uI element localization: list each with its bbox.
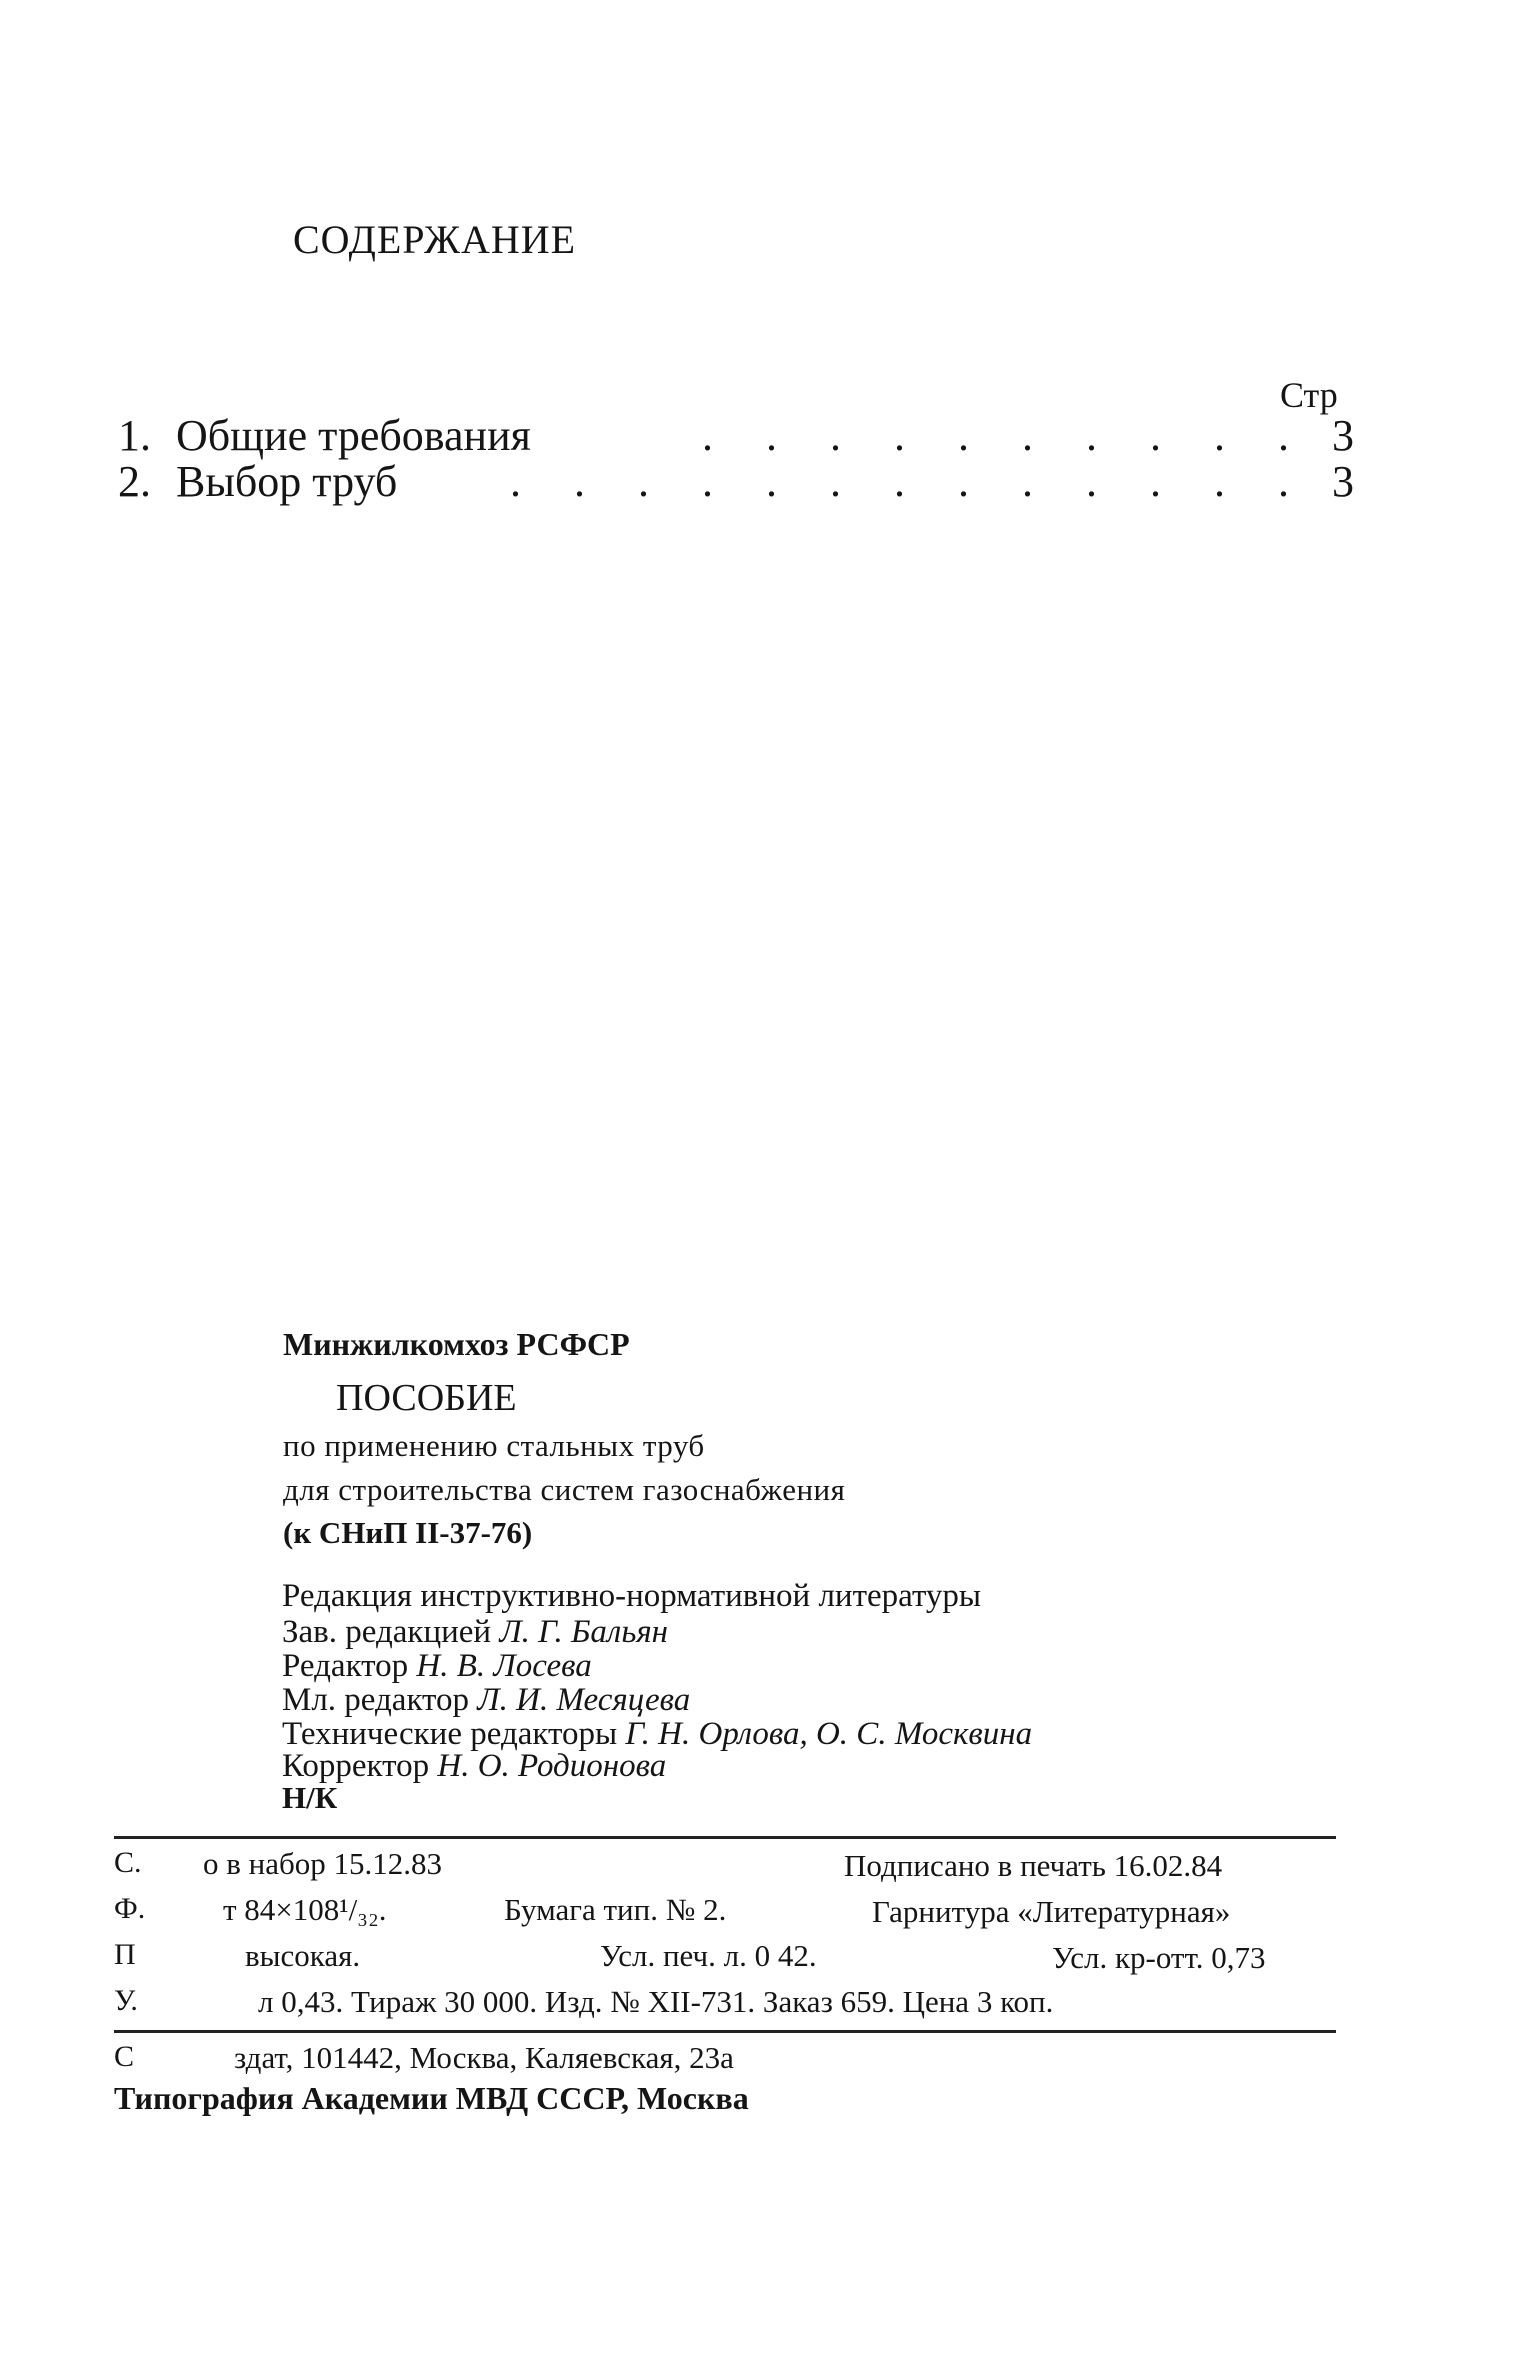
toc-entry-page: 3 bbox=[1332, 457, 1354, 506]
paper-info: Бумага тип. № 2. bbox=[504, 1892, 727, 1927]
publication-reference: (к СНиП II-37-76) bbox=[283, 1515, 533, 1550]
credit-editor bbox=[282, 1648, 592, 1684]
credit-proofreader bbox=[282, 1748, 666, 1784]
contents-title: СОДЕРЖАНИЕ bbox=[293, 217, 577, 262]
credit-label: Технические редакторы bbox=[282, 1716, 618, 1752]
imprint-mark: Н/К bbox=[282, 1780, 338, 1815]
toc-entry-page: 3 bbox=[1332, 411, 1354, 460]
credit-technical-editors bbox=[282, 1716, 1032, 1752]
left-margin-letter: С bbox=[114, 2040, 135, 2073]
credit-junior-editor bbox=[282, 1682, 690, 1718]
typeface-info: Гарнитура «Литературная» bbox=[872, 1894, 1231, 1929]
format-info: т 84×108¹/₃₂. bbox=[223, 1892, 387, 1927]
print-method: высокая. bbox=[245, 1938, 361, 1973]
toc-entry-label: Выбор труб bbox=[176, 457, 398, 506]
bottom-rule bbox=[114, 2030, 1336, 2033]
printing-house: Типография Академии МВД СССР, Москва bbox=[114, 2080, 749, 2116]
signed-to-print-date: Подписано в печать 16.02.84 bbox=[844, 1848, 1223, 1883]
credit-label: Мл. редактор bbox=[282, 1682, 470, 1718]
toc-entry-general-requirements[interactable] bbox=[118, 410, 1354, 461]
publication-subtitle-line2: для строительства систем газоснабжения bbox=[283, 1472, 846, 1507]
toc-entry-label: Общие требования bbox=[176, 411, 531, 460]
left-margin-letter: Ф. bbox=[114, 1892, 146, 1925]
toc-entry-number: 2. bbox=[118, 457, 151, 506]
credit-name: Г. Н. Орлова, О. С. Москвина bbox=[625, 1716, 1033, 1752]
credit-head-editor bbox=[282, 1614, 668, 1650]
publisher-address: здат, 101442, Москва, Каляевская, 23а bbox=[234, 2040, 734, 2075]
credit-name: Л. И. Месяцева bbox=[477, 1682, 691, 1718]
toc-entry-number: 1. bbox=[118, 411, 151, 460]
toc-entry-pipe-selection[interactable] bbox=[118, 456, 1354, 507]
credit-name: Н. О. Родионова bbox=[437, 1748, 667, 1784]
credit-label: Редактор bbox=[282, 1648, 409, 1684]
publisher-organization: Минжилкомхоз РСФСР bbox=[283, 1326, 630, 1362]
credit-label: Зав. редакцией bbox=[282, 1614, 492, 1650]
top-rule bbox=[114, 1836, 1336, 1839]
typeset-date: о в набор 15.12.83 bbox=[203, 1846, 443, 1881]
toc-leader-dots: . . . . . . . . . . bbox=[702, 411, 1310, 460]
circulation-order-price: л 0,43. Тираж 30 000. Изд. № XII-731. Заказ 659. Цена 3 коп. bbox=[258, 1984, 1054, 2019]
printed-sheets: Усл. печ. л. 0 42. bbox=[600, 1938, 817, 1973]
contents-page-header: Стр bbox=[1280, 375, 1338, 415]
publication-subtitle-line1: по применению стальных труб bbox=[283, 1428, 705, 1463]
left-margin-letter: У. bbox=[114, 1984, 138, 2017]
toc-leader-dots: . . . . . . . . . . . . . bbox=[510, 457, 1310, 506]
left-margin-letter: С. bbox=[114, 1846, 142, 1879]
credit-name: Л. Г. Бальян bbox=[499, 1614, 669, 1650]
publication-title: ПОСОБИЕ bbox=[336, 1377, 517, 1419]
credit-office: Редакция инструктивно-нормативной литературы bbox=[282, 1578, 982, 1614]
credit-label: Корректор bbox=[282, 1748, 430, 1784]
credit-name: Н. В. Лосева bbox=[416, 1648, 592, 1684]
color-impressions: Усл. кр-отт. 0,73 bbox=[1052, 1940, 1266, 1975]
left-margin-letter: П bbox=[114, 1938, 136, 1971]
